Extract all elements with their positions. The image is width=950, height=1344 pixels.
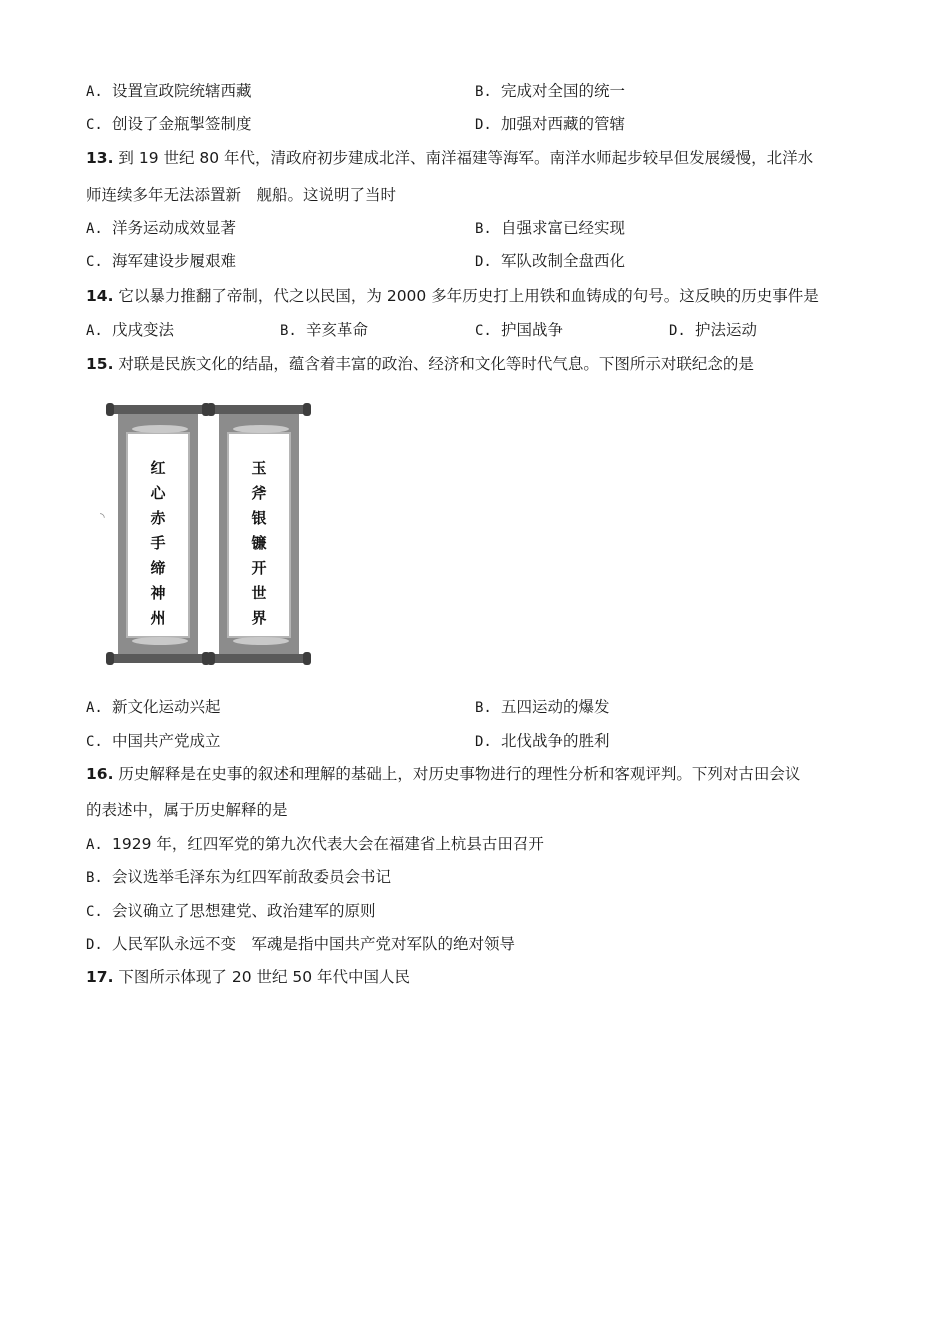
couplet-char: 手 [150, 534, 166, 552]
question-number: 16. [86, 765, 114, 783]
option-letter: B. [280, 323, 297, 339]
scroll-knob [303, 652, 311, 665]
option-text: 会议选举毛泽东为红四军前敌委员会书记 [112, 868, 392, 886]
option-text: 中国共产党成立 [112, 732, 221, 750]
scroll-paper [219, 414, 299, 654]
couplet-char: 红 [150, 459, 166, 477]
option-letter: A. [86, 323, 103, 339]
question-text: 历史解释是在史事的叙述和理解的基础上，对历史事物进行的理性分析和客观评判。下列对古田会议 [118, 765, 801, 783]
question-text: 下图所示体现了 20 世纪 50 年代中国人民 [118, 968, 411, 986]
option-letter: A. [86, 221, 103, 237]
couplet-right-scroll [211, 405, 307, 663]
scroll-rod [211, 405, 307, 414]
couplet-char: 赤 [150, 509, 166, 527]
scroll-paper [118, 414, 198, 654]
couplet-char: 界 [251, 609, 267, 627]
option-text: 辛亥革命 [306, 321, 369, 339]
q16-option-a [86, 834, 544, 855]
scroll-rod [211, 654, 307, 663]
question-number: 17. [86, 968, 114, 986]
scroll-knob [207, 652, 215, 665]
couplet-char: 心 [150, 484, 166, 502]
scroll-knob [106, 652, 114, 665]
option-text: 戊戌变法 [112, 321, 175, 339]
cloud-ornament [233, 425, 289, 433]
option-text: 军队改制全盘西化 [501, 252, 626, 270]
option-letter: B. [475, 84, 492, 100]
q13-option-b [475, 218, 625, 239]
couplet-left-scroll [110, 405, 206, 663]
cloud-ornament [233, 637, 289, 645]
option-text: 北伐战争的胜利 [501, 732, 610, 750]
cloud-ornament [132, 637, 188, 645]
question-number: 13. [86, 149, 114, 167]
image-edge-mark: ◝ [100, 510, 105, 524]
q17-stem-line1 [86, 967, 410, 987]
option-letter: B. [475, 221, 492, 237]
couplet-char: 州 [150, 609, 166, 627]
option-letter: D. [86, 937, 103, 953]
q15-option-b [475, 697, 610, 718]
option-letter: D. [475, 254, 492, 270]
q12-option-a [86, 81, 252, 102]
question-text: 它以暴力推翻了帝制，代之以民国，为 2000 多年历史打上用铁和血铸成的句号。这反映的历史事件是 [118, 287, 819, 305]
q14-option-a [86, 320, 174, 341]
couplet-left-text [128, 456, 188, 631]
question-number: 14. [86, 287, 114, 305]
q16-option-c [86, 901, 376, 922]
option-text: 护法运动 [695, 321, 758, 339]
option-letter: A. [86, 84, 103, 100]
q14-option-b [280, 320, 368, 341]
option-letter: B. [475, 700, 492, 716]
option-text: 会议确立了思想建党、政治建军的原则 [112, 902, 376, 920]
scroll-rod [110, 405, 206, 414]
option-letter: C. [86, 254, 103, 270]
scroll-knob [303, 403, 311, 416]
question-text: 对联是民族文化的结晶，蕴含着丰富的政治、经济和文化等时代气息。下图所示对联纪念的是 [118, 355, 754, 373]
q13-option-c [86, 251, 236, 272]
q15-stem-line1 [86, 354, 754, 374]
couplet-char: 缔 [150, 559, 166, 577]
option-letter: C. [86, 904, 103, 920]
option-letter: D. [475, 734, 492, 750]
option-text: 加强对西藏的管辖 [501, 115, 626, 133]
q15-option-a [86, 697, 221, 718]
q16-stem-line2: 的表述中，属于历史解释的是 [86, 801, 288, 819]
q13-stem-line2: 师连续多年无法添置新 舰船。这说明了当时 [86, 186, 397, 204]
q13-option-a [86, 218, 236, 239]
q15-option-d [475, 731, 610, 752]
option-text: 新文化运动兴起 [112, 698, 221, 716]
scroll-inner-panel [126, 432, 190, 638]
q16-stem-line1 [86, 764, 800, 784]
option-text: 设置宣政院统辖西藏 [112, 82, 252, 100]
scroll-rod [110, 654, 206, 663]
question-text: 到 19 世纪 80 年代，清政府初步建成北洋、南洋福建等海军。南洋水师起步较早但发展缓慢，北洋水 [118, 149, 814, 167]
q12-option-c [86, 114, 252, 135]
q16-option-d [86, 934, 515, 955]
couplet-char: 镰 [251, 534, 267, 552]
option-text: 海军建设步履艰难 [112, 252, 237, 270]
couplet-char: 玉 [251, 459, 267, 477]
option-letter: C. [86, 117, 103, 133]
question-number: 15. [86, 355, 114, 373]
couplet-char: 神 [150, 584, 166, 602]
option-text: 护国战争 [501, 321, 564, 339]
couplet-char: 银 [251, 509, 267, 527]
q12-option-d [475, 114, 625, 135]
option-text: 五四运动的爆发 [501, 698, 610, 716]
option-text: 创设了金瓶掣签制度 [112, 115, 252, 133]
scroll-knob [207, 403, 215, 416]
option-letter: B. [86, 870, 103, 886]
q13-stem-line1 [86, 148, 813, 168]
couplet-right-text [229, 456, 289, 631]
q16-option-b [86, 867, 391, 888]
q14-option-d [669, 320, 757, 341]
option-text: 自强求富已经实现 [501, 219, 626, 237]
option-letter: A. [86, 837, 103, 853]
option-text: 完成对全国的统一 [501, 82, 626, 100]
couplet-char: 世 [251, 584, 267, 602]
q14-option-c [475, 320, 563, 341]
option-letter: C. [475, 323, 492, 339]
q12-option-b [475, 81, 625, 102]
option-letter: A. [86, 700, 103, 716]
couplet-char: 斧 [251, 484, 267, 502]
option-text: 人民军队永远不变 军魂是指中国共产党对军队的绝对领导 [112, 935, 516, 953]
couplet-char: 开 [251, 559, 267, 577]
option-text: 1929 年，红四军党的第九次代表大会在福建省上杭县古田召开 [112, 835, 544, 853]
option-text: 洋务运动成效显著 [112, 219, 237, 237]
option-letter: C. [86, 734, 103, 750]
scroll-inner-panel [227, 432, 291, 638]
option-letter: D. [669, 323, 686, 339]
q13-option-d [475, 251, 625, 272]
option-letter: D. [475, 117, 492, 133]
scroll-knob [106, 403, 114, 416]
cloud-ornament [132, 425, 188, 433]
q15-option-c [86, 731, 221, 752]
q14-stem-line1 [86, 286, 819, 306]
